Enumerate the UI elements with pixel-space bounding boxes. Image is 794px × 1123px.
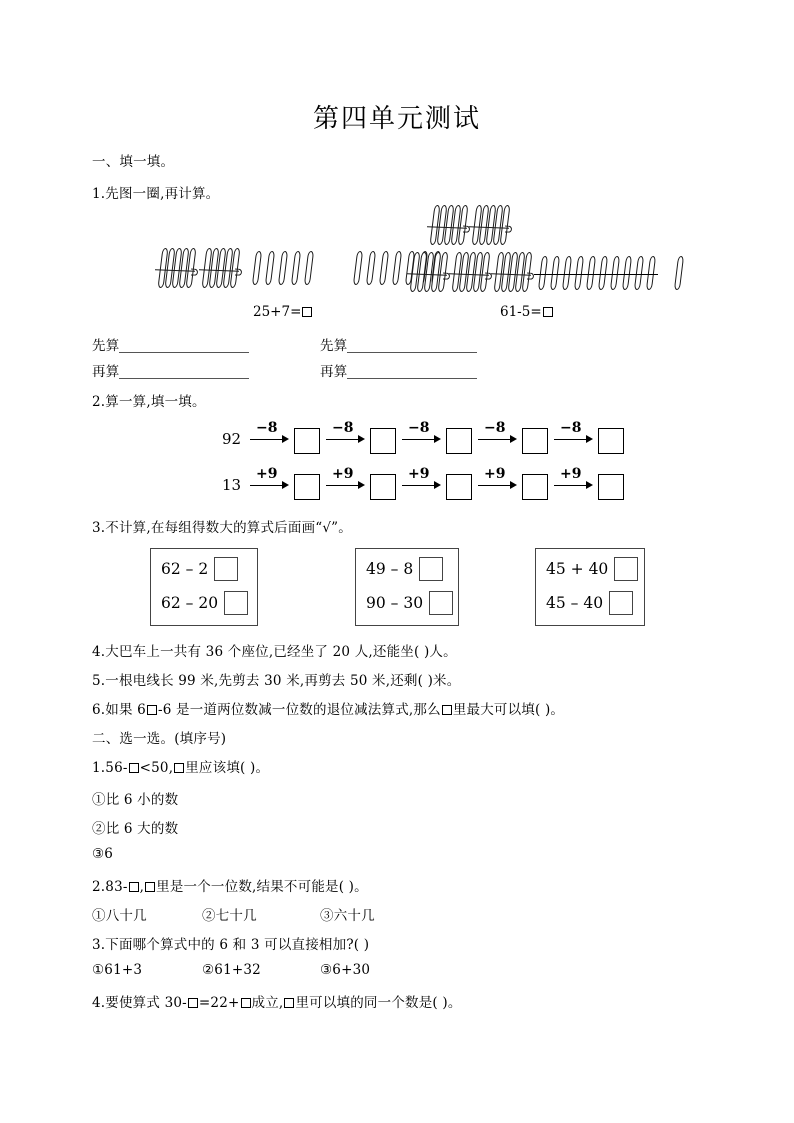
question-1-3-label: 3.不计算,在每组得数大的算式后面画“√”。	[92, 520, 352, 536]
compare-row: 49 – 8	[366, 557, 443, 581]
section-2-heading: 二、选一选。(填序号)	[92, 731, 227, 747]
blank-box[interactable]	[188, 998, 198, 1008]
check-box[interactable]	[609, 591, 633, 615]
page-title: 第四单元测试	[312, 104, 481, 133]
arrow-step: −8	[250, 422, 290, 446]
blank-box[interactable]	[147, 705, 157, 715]
arrow-step: −8	[326, 422, 366, 446]
question-2-2-option-2[interactable]: ②七十几	[202, 908, 257, 924]
blank-box[interactable]	[241, 998, 251, 1008]
compare-row: 90 – 30	[366, 591, 453, 615]
blank-box[interactable]	[284, 998, 294, 1008]
question-2-4: 4.要使算式 30- =22+ 成立, 里可以填的同一个数是( )。	[92, 995, 462, 1011]
check-box[interactable]	[214, 557, 238, 581]
question-1-4: 4.大巴车上一共有 36 个座位,已经坐了 20 人,还能坐( )人。	[92, 644, 457, 660]
cross-out-line	[534, 274, 658, 275]
prompt-right-first: 先算	[320, 334, 477, 354]
answer-box[interactable]	[446, 428, 472, 454]
answer-box[interactable]	[370, 428, 396, 454]
arrow-step: +9	[250, 468, 290, 492]
compare-row: 45 – 40	[546, 591, 633, 615]
check-box[interactable]	[224, 591, 248, 615]
arrow-step: +9	[326, 468, 366, 492]
check-box[interactable]	[419, 557, 443, 581]
compare-row: 45 + 40	[546, 557, 638, 581]
stick-bundle	[202, 248, 236, 290]
question-2-3-option-2[interactable]: ②61+32	[202, 962, 261, 978]
arrow-step: −8	[554, 422, 594, 446]
arrow-step: −8	[402, 422, 442, 446]
question-1-6: 6.如果 6 -6 是一道两位数减一位数的退位减法算式,那么 里最大可以填( )。	[92, 702, 565, 718]
stick-bundle	[494, 252, 528, 294]
answer-line[interactable]	[347, 364, 477, 379]
compare-group-3	[535, 548, 645, 626]
answer-box[interactable]	[294, 474, 320, 500]
question-2-2-option-1[interactable]: ①八十几	[92, 908, 147, 924]
answer-line[interactable]	[119, 338, 249, 353]
stick-bundle	[452, 252, 486, 294]
compare-row: 62 – 2	[161, 557, 238, 581]
answer-box[interactable]	[294, 428, 320, 454]
arrow-step: +9	[402, 468, 442, 492]
stick-bundle	[410, 252, 444, 294]
question-2-3-options	[92, 962, 370, 978]
blank-box[interactable]	[129, 763, 139, 773]
stick-bundle	[158, 248, 192, 290]
answer-box[interactable]	[522, 428, 548, 454]
question-2-3: 3.下面哪个算式中的 6 和 3 可以直接相加?( )	[92, 937, 370, 953]
question-2-3-option-3[interactable]: ③6+30	[320, 962, 371, 978]
prompt-right-second: 再算	[320, 360, 477, 380]
question-2-1-option-1[interactable]: ①比 6 小的数	[92, 792, 179, 808]
compare-group-2	[355, 548, 459, 626]
question-2-1-option-3[interactable]: ③6	[92, 846, 114, 862]
arrow-step: −8	[478, 422, 518, 446]
answer-box[interactable]	[522, 474, 548, 500]
blank-box[interactable]	[145, 882, 155, 892]
question-1-1-label: 1.先图一圈,再计算。	[92, 186, 220, 202]
answer-box[interactable]	[543, 307, 553, 317]
prompt-left-first: 先算	[92, 334, 249, 354]
answer-box[interactable]	[598, 428, 624, 454]
equation-a: 25+7=	[253, 304, 313, 320]
chain-start-value: 13	[222, 476, 242, 494]
stick-bundle	[430, 205, 464, 247]
section-1-heading: 一、填一填。	[92, 154, 175, 170]
check-box[interactable]	[429, 591, 453, 615]
blank-box[interactable]	[174, 763, 184, 773]
stick-bundle	[472, 205, 506, 247]
answer-box[interactable]	[598, 474, 624, 500]
question-2-3-option-1[interactable]: ①61+3	[92, 962, 143, 978]
answer-line[interactable]	[347, 338, 477, 353]
answer-box[interactable]	[446, 474, 472, 500]
prompt-left-second: 再算	[92, 360, 249, 380]
question-2-1-option-2[interactable]: ②比 6 大的数	[92, 821, 179, 837]
question-2-2-option-3[interactable]: ③六十几	[320, 908, 375, 924]
arrow-step: +9	[554, 468, 594, 492]
chain-start-value: 92	[222, 430, 242, 448]
loose-stick	[674, 256, 684, 290]
question-2-2-options	[92, 904, 375, 924]
question-2-1: 1.56- <50, 里应该填( )。	[92, 760, 270, 776]
compare-row: 62 – 20	[161, 591, 248, 615]
arrow-step: +9	[478, 468, 518, 492]
blank-box[interactable]	[442, 705, 452, 715]
question-1-5: 5.一根电线长 99 米,先剪去 30 米,再剪去 50 米,还剩( )米。	[92, 673, 461, 689]
answer-box[interactable]	[302, 307, 312, 317]
question-1-2-label: 2.算一算,填一填。	[92, 394, 206, 410]
check-box[interactable]	[614, 557, 638, 581]
answer-box[interactable]	[370, 474, 396, 500]
question-2-2: 2.83- , 里是一个一位数,结果不可能是( )。	[92, 879, 368, 895]
blank-box[interactable]	[129, 882, 139, 892]
answer-line[interactable]	[119, 364, 249, 379]
compare-group-1	[150, 548, 258, 626]
equation-b: 61-5=	[500, 304, 554, 320]
